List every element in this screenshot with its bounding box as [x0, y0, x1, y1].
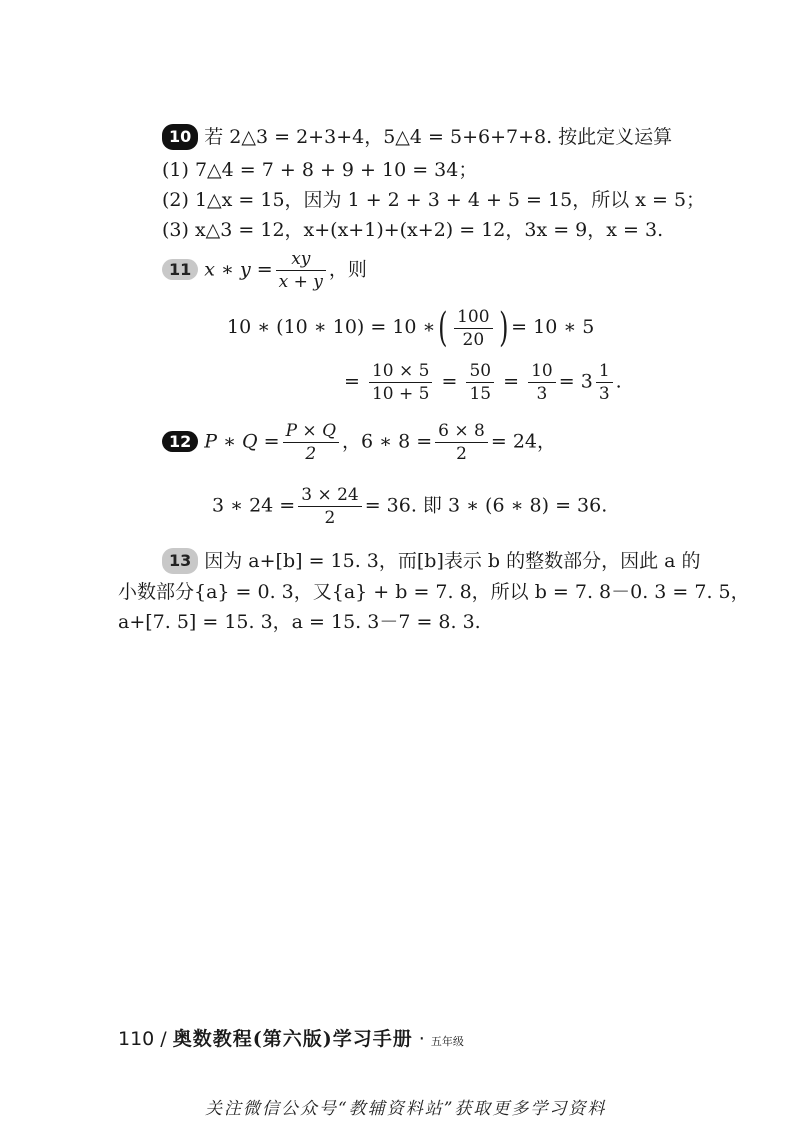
problem-10-line-1: (1) 7△4 = 7 + 8 + 9 + 10 = 34；: [162, 159, 478, 181]
problem-number-badge: 11: [162, 259, 198, 280]
equation-middle: ，6 ∗ 8 =: [342, 430, 433, 453]
fraction-denominator: 2: [305, 444, 317, 464]
problem-12-line-2: [212, 484, 607, 529]
problem-10-text: 若 2△3 = 2+3+4，5△4 = 5+6+7+8. 按此定义运算: [204, 126, 673, 148]
equation-lhs: P ∗ Q =: [204, 430, 280, 453]
fraction-numerator: 10 × 5: [369, 360, 433, 383]
equation-fraction-a: [369, 360, 433, 405]
problem-10-intro: [162, 124, 672, 150]
fraction-denominator: 2: [456, 444, 467, 464]
watermark-text: 关注微信公众号“教辅资料站”获取更多学习资料: [205, 1099, 607, 1119]
mixed-number-fraction: [596, 360, 613, 405]
equation-fraction-1: [283, 420, 339, 465]
equals-sign: =: [435, 370, 464, 393]
grade-label: 五年级: [430, 1035, 464, 1048]
fraction-numerator: 100: [454, 306, 492, 329]
fraction-numerator: 3 × 24: [298, 484, 362, 507]
book-title: 奥数教程(第六版)学习手册: [172, 1028, 413, 1050]
problem-13-line-2: 小数部分{a} = 0. 3，又{a} + b = 7. 8，所以 b = 7. 8－0. 3 = 7. 5，: [118, 581, 750, 603]
fraction-numerator: 1: [596, 360, 613, 383]
equation-end: = 36. 即 3 ∗ (6 ∗ 8) = 36.: [364, 494, 608, 517]
definition-fraction: [276, 248, 326, 293]
problem-11-equation-1: [227, 305, 594, 351]
left-paren: (: [438, 305, 448, 351]
mixed-number-whole: = 3: [558, 370, 593, 393]
fraction-denominator: x + y: [278, 272, 323, 292]
right-paren: ): [498, 305, 509, 351]
equation-rhs: = 10 ∗ 5: [511, 316, 595, 338]
fraction-numerator: P × Q: [283, 420, 339, 443]
definition-tail: ，则: [328, 258, 367, 281]
fraction-numerator: xy: [276, 248, 326, 271]
fraction-denominator: 15: [469, 384, 492, 404]
equation-lhs: 10 ∗ (10 ∗ 10) = 10 ∗: [227, 316, 436, 338]
fraction-denominator: 20: [462, 329, 485, 350]
equals-sign: =: [344, 370, 366, 393]
equation-end: = 24，: [490, 430, 556, 453]
problem-number-badge: 13: [162, 548, 198, 574]
period: .: [615, 370, 622, 393]
equals-sign: =: [497, 370, 526, 393]
problem-13-line-3: a+[7. 5] = 15. 3，a = 15. 3－7 = 8. 3.: [118, 611, 481, 633]
fraction-denominator: 3: [536, 384, 548, 404]
fraction-denominator: 2: [324, 508, 336, 528]
fraction-denominator: 3: [598, 384, 610, 404]
equation-fraction-c: [528, 360, 556, 405]
problem-10-line-3: (3) x△3 = 12，x+(x+1)+(x+2) = 12，3x = 9，x = 3.: [162, 219, 664, 241]
problem-13-line-1: [162, 548, 701, 574]
equation-fraction-3: [298, 484, 362, 529]
problem-10-line-2: (2) 1△x = 15，因为 1 + 2 + 3 + 4 + 5 = 15，所以 x = 5；: [162, 189, 706, 211]
equation-fraction-b: [466, 360, 494, 405]
fraction-denominator: 10 + 5: [371, 384, 430, 404]
fraction-numerator: 6 × 8: [435, 420, 488, 443]
definition-lhs: x ∗ y =: [204, 258, 273, 281]
footer-dot: ·: [418, 1028, 425, 1050]
equation-fraction-2: [435, 420, 488, 465]
equation-lhs: 3 ∗ 24 =: [212, 494, 296, 517]
fraction-numerator: 50: [466, 360, 494, 383]
page-number: 110 /: [118, 1028, 167, 1050]
problem-11-equation-2: [344, 360, 622, 405]
problem-number-badge: 10: [162, 124, 198, 150]
problem-12-line-1: [162, 420, 556, 465]
equation-fraction: [454, 306, 492, 351]
problem-11-definition: [162, 248, 367, 293]
fraction-numerator: 10: [528, 360, 556, 383]
problem-13-text: 因为 a+[b] = 15. 3，而[b]表示 b 的整数部分，因此 a 的: [204, 550, 701, 572]
problem-number-badge: 12: [162, 431, 198, 452]
page-footer: [118, 1024, 464, 1051]
